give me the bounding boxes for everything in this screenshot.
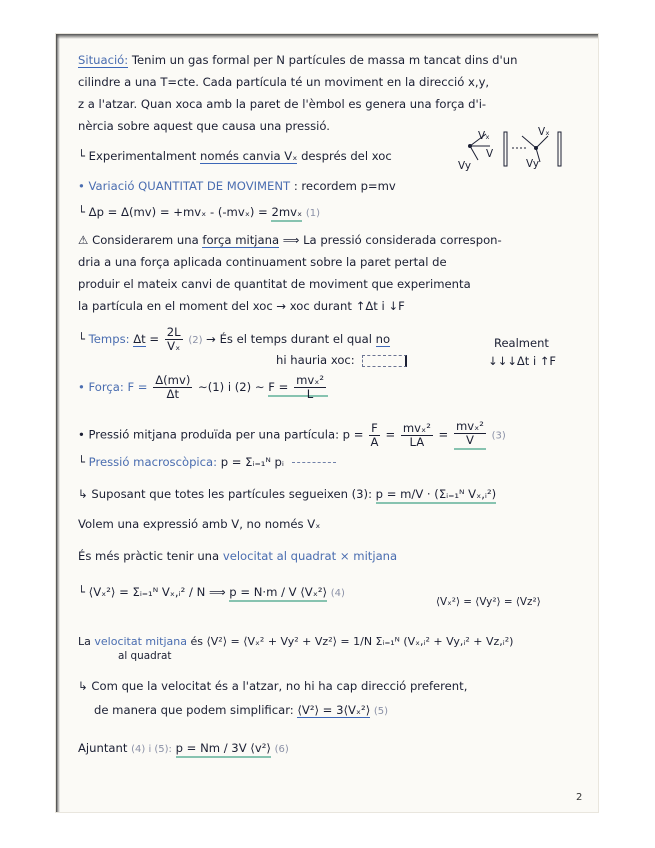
diagram-label-vy: Vy xyxy=(458,160,471,172)
experiment-line: └ Experimentalment només canvia Vₓ després del xoc xyxy=(78,149,392,163)
pressure-line: • Pressió mitjana produïda per una partícula: p = $\frac{F}{A}$ = $\frac{\text{mvₓ²}}{LA}$ = $\frac{\text{mvₓ²}}{V}$ (3) xyxy=(78,419,506,449)
force-text-1: Considerarem una xyxy=(92,233,199,247)
no-collision-text: hi hauria xoc: xyxy=(276,353,355,367)
eq-number-1: (1) xyxy=(305,208,320,219)
macro-pressure-line: └ Pressió macroscòpica: p = Σᵢ₌₁ᴺ pᵢ xyxy=(78,454,584,470)
notebook-page xyxy=(56,34,598,812)
combine-1-2: ∼(1) i (2) ∼ xyxy=(198,380,265,394)
isotropy-equality: ⟨Vₓ²⟩ = ⟨Vy²⟩ = ⟨Vz²⟩ xyxy=(436,596,541,608)
simplify-line xyxy=(94,702,584,720)
force-line-4: la partícula en el moment del xoc → xoc durant ↑Δt i ↓F xyxy=(78,299,405,313)
eq-number-6: (6) xyxy=(274,744,289,755)
force-line-2: dria a una força aplicada continuament sobre la paret pertal de xyxy=(78,255,447,269)
delta-p-line: └ Δp = Δ(mv) = +mvₓ - (-mvₓ) = 2mvₓ (1) xyxy=(78,204,584,222)
diagram-label-vx: Vₓ xyxy=(478,130,490,142)
only-vx-text: només canvia Vₓ xyxy=(200,149,298,163)
page-number: 2 xyxy=(576,792,583,803)
remember-p: : recordem p=mv xyxy=(293,179,396,193)
force-line-3: produir el mateix canvi de quantitat de moviment que experimenta xyxy=(78,277,471,291)
delta-p-eq: Δp = Δ(mv) = +mvₓ - (-mvₓ) = xyxy=(88,205,268,219)
warning-icon: ⚠ xyxy=(78,233,93,247)
mean-square-def: ⟨Vₓ²⟩ = Σᵢ₌₁ᴺ Vₓ,ᵢ² / N xyxy=(88,585,206,599)
realment-label: Realment xyxy=(494,336,549,350)
mean-velocity-term: velocitat mitjana xyxy=(94,635,187,648)
delta-p-result: 2mvₓ xyxy=(271,205,302,222)
force-result: F = $\frac{\text{mvₓ²}}{L}$ xyxy=(268,380,328,397)
time-fraction: $\frac{2L}{\text{Vₓ}}$ xyxy=(166,325,181,353)
suppose-text: Suposant que totes les partícules segueixen (3): xyxy=(91,487,372,501)
simplify-text: de manera que podem simplificar: xyxy=(94,703,294,717)
random-velocity-line: ↳ Com que la velocitat és a l'atzar, no hi ha cap direcció preferent, xyxy=(78,679,468,693)
v2-equals-3vx2: ⟨V²⟩ = 3⟨Vₓ²⟩ xyxy=(297,703,371,717)
joining-text: Ajuntant xyxy=(78,741,128,755)
force-formula-line xyxy=(78,374,584,401)
force-text-2: ⟹ La pressió considerada correspon- xyxy=(282,233,502,247)
macro-sum: p = Σᵢ₌₁ᴺ pᵢ xyxy=(220,455,284,469)
pressure-n-m-v: p = N·m / V ⟨Vₓ²⟩ xyxy=(229,585,327,602)
diagram-label-vy2: Vy xyxy=(526,158,539,170)
intro-line-3: z a l'atzar. Quan xoca amb la paret de l'èmbol es genera una força d'i- xyxy=(78,97,487,111)
suppose-line: ↳ Suposant que totes les partícules segueixen (3): p = m/V · (Σᵢ₌₁ᴺ Vₓ,ᵢ²) xyxy=(78,486,584,502)
realment-detail: ↓↓↓Δt i ↑F xyxy=(488,354,557,368)
momentum-heading: QUANTITAT DE MOVIMENT xyxy=(138,179,291,193)
force-fraction: $\frac{\Delta(mv)}{\Delta t}$ xyxy=(155,373,191,401)
joining-refs: (4) i (5): xyxy=(131,744,172,755)
diagram-label-vx2: Vₓ xyxy=(538,126,550,138)
page-margin-top xyxy=(0,0,655,34)
intro-line-2: cilindre a una T=cte. Cada partícula té un moviment en la direcció x,y, xyxy=(78,75,490,89)
time-label: Temps: xyxy=(88,332,130,346)
mean-square-velocity-term: velocitat al quadrat × mitjana xyxy=(222,549,398,563)
final-line xyxy=(78,740,584,758)
diagram-label-v: V xyxy=(486,148,494,160)
mean-velocity-line: La velocitat mitjana és ⟨V²⟩ = ⟨Vₓ² + Vy² + Vz²⟩ = 1/N Σᵢ₌₁ᴺ (Vₓ,ᵢ² + Vy,ᵢ² + Vz,ᵢ²) xyxy=(78,635,514,648)
total-pressure: p = m/V · (Σᵢ₌₁ᴺ Vₓ,ᵢ²) xyxy=(376,487,496,504)
force-label: • Força: F = xyxy=(78,380,148,394)
eq-number-4: (4) xyxy=(330,588,345,599)
al-quadrat-label: al quadrat xyxy=(118,650,172,662)
situacio-heading: Situació: xyxy=(78,53,129,67)
intro-line-4: nèrcia sobre aquest que causa una pressió. xyxy=(78,119,330,133)
no-word: no xyxy=(375,332,391,346)
after-collision-text: després del xoc xyxy=(301,149,392,163)
want-v-line: Volem una expressió amb V, no només Vₓ xyxy=(78,517,321,531)
mean-square-line: └ ⟨Vₓ²⟩ = Σᵢ₌₁ᴺ Vₓ,ᵢ² / N ⟹ p = N·m / V ⟨Vₓ²⟩ (4) xyxy=(78,584,584,602)
variacio-label: • Variació xyxy=(78,179,135,193)
experiment-text: Experimentalment xyxy=(88,149,197,163)
delta-t: Δt xyxy=(133,332,146,346)
macro-label: Pressió macroscòpica: xyxy=(88,455,218,469)
eq-number-2: (2) xyxy=(188,335,203,346)
practical-line xyxy=(78,548,584,564)
pressure-result: $\frac{\text{mvₓ²}}{V}$ xyxy=(454,420,486,450)
time-explanation: → És el temps durant el qual xyxy=(206,332,372,346)
pressure-text: • Pressió mitjana produïda per una partícula: xyxy=(78,427,339,442)
eq-number-3: (3) xyxy=(491,430,506,442)
mean-velocity-eq: és ⟨V²⟩ = ⟨Vₓ² + Vy² + Vz²⟩ = 1/N Σᵢ₌₁ᴺ (Vₓ,ᵢ² + Vy,ᵢ² + Vz,ᵢ²) xyxy=(190,635,514,648)
intro-line-1 xyxy=(78,52,584,68)
final-pressure: p = Nm / 3V ⟨v²⟩ xyxy=(176,741,271,758)
collision-diagram xyxy=(456,128,574,172)
intro-text-1: Tenim un gas formal per N partícules de massa m tancat dins d'un xyxy=(131,53,518,67)
momentum-line xyxy=(78,178,584,194)
average-force-term: força mitjana xyxy=(202,233,280,247)
dotted-box-sketch xyxy=(362,355,407,367)
force-line-1 xyxy=(78,232,584,248)
time-line: └ Temps: Δt = $\frac{2L}{\text{Vₓ}}$ (2) → És el temps durant el qual no xyxy=(78,325,391,353)
eq-number-5: (5) xyxy=(373,706,389,717)
practical-text: És més pràctic tenir una xyxy=(78,549,220,563)
